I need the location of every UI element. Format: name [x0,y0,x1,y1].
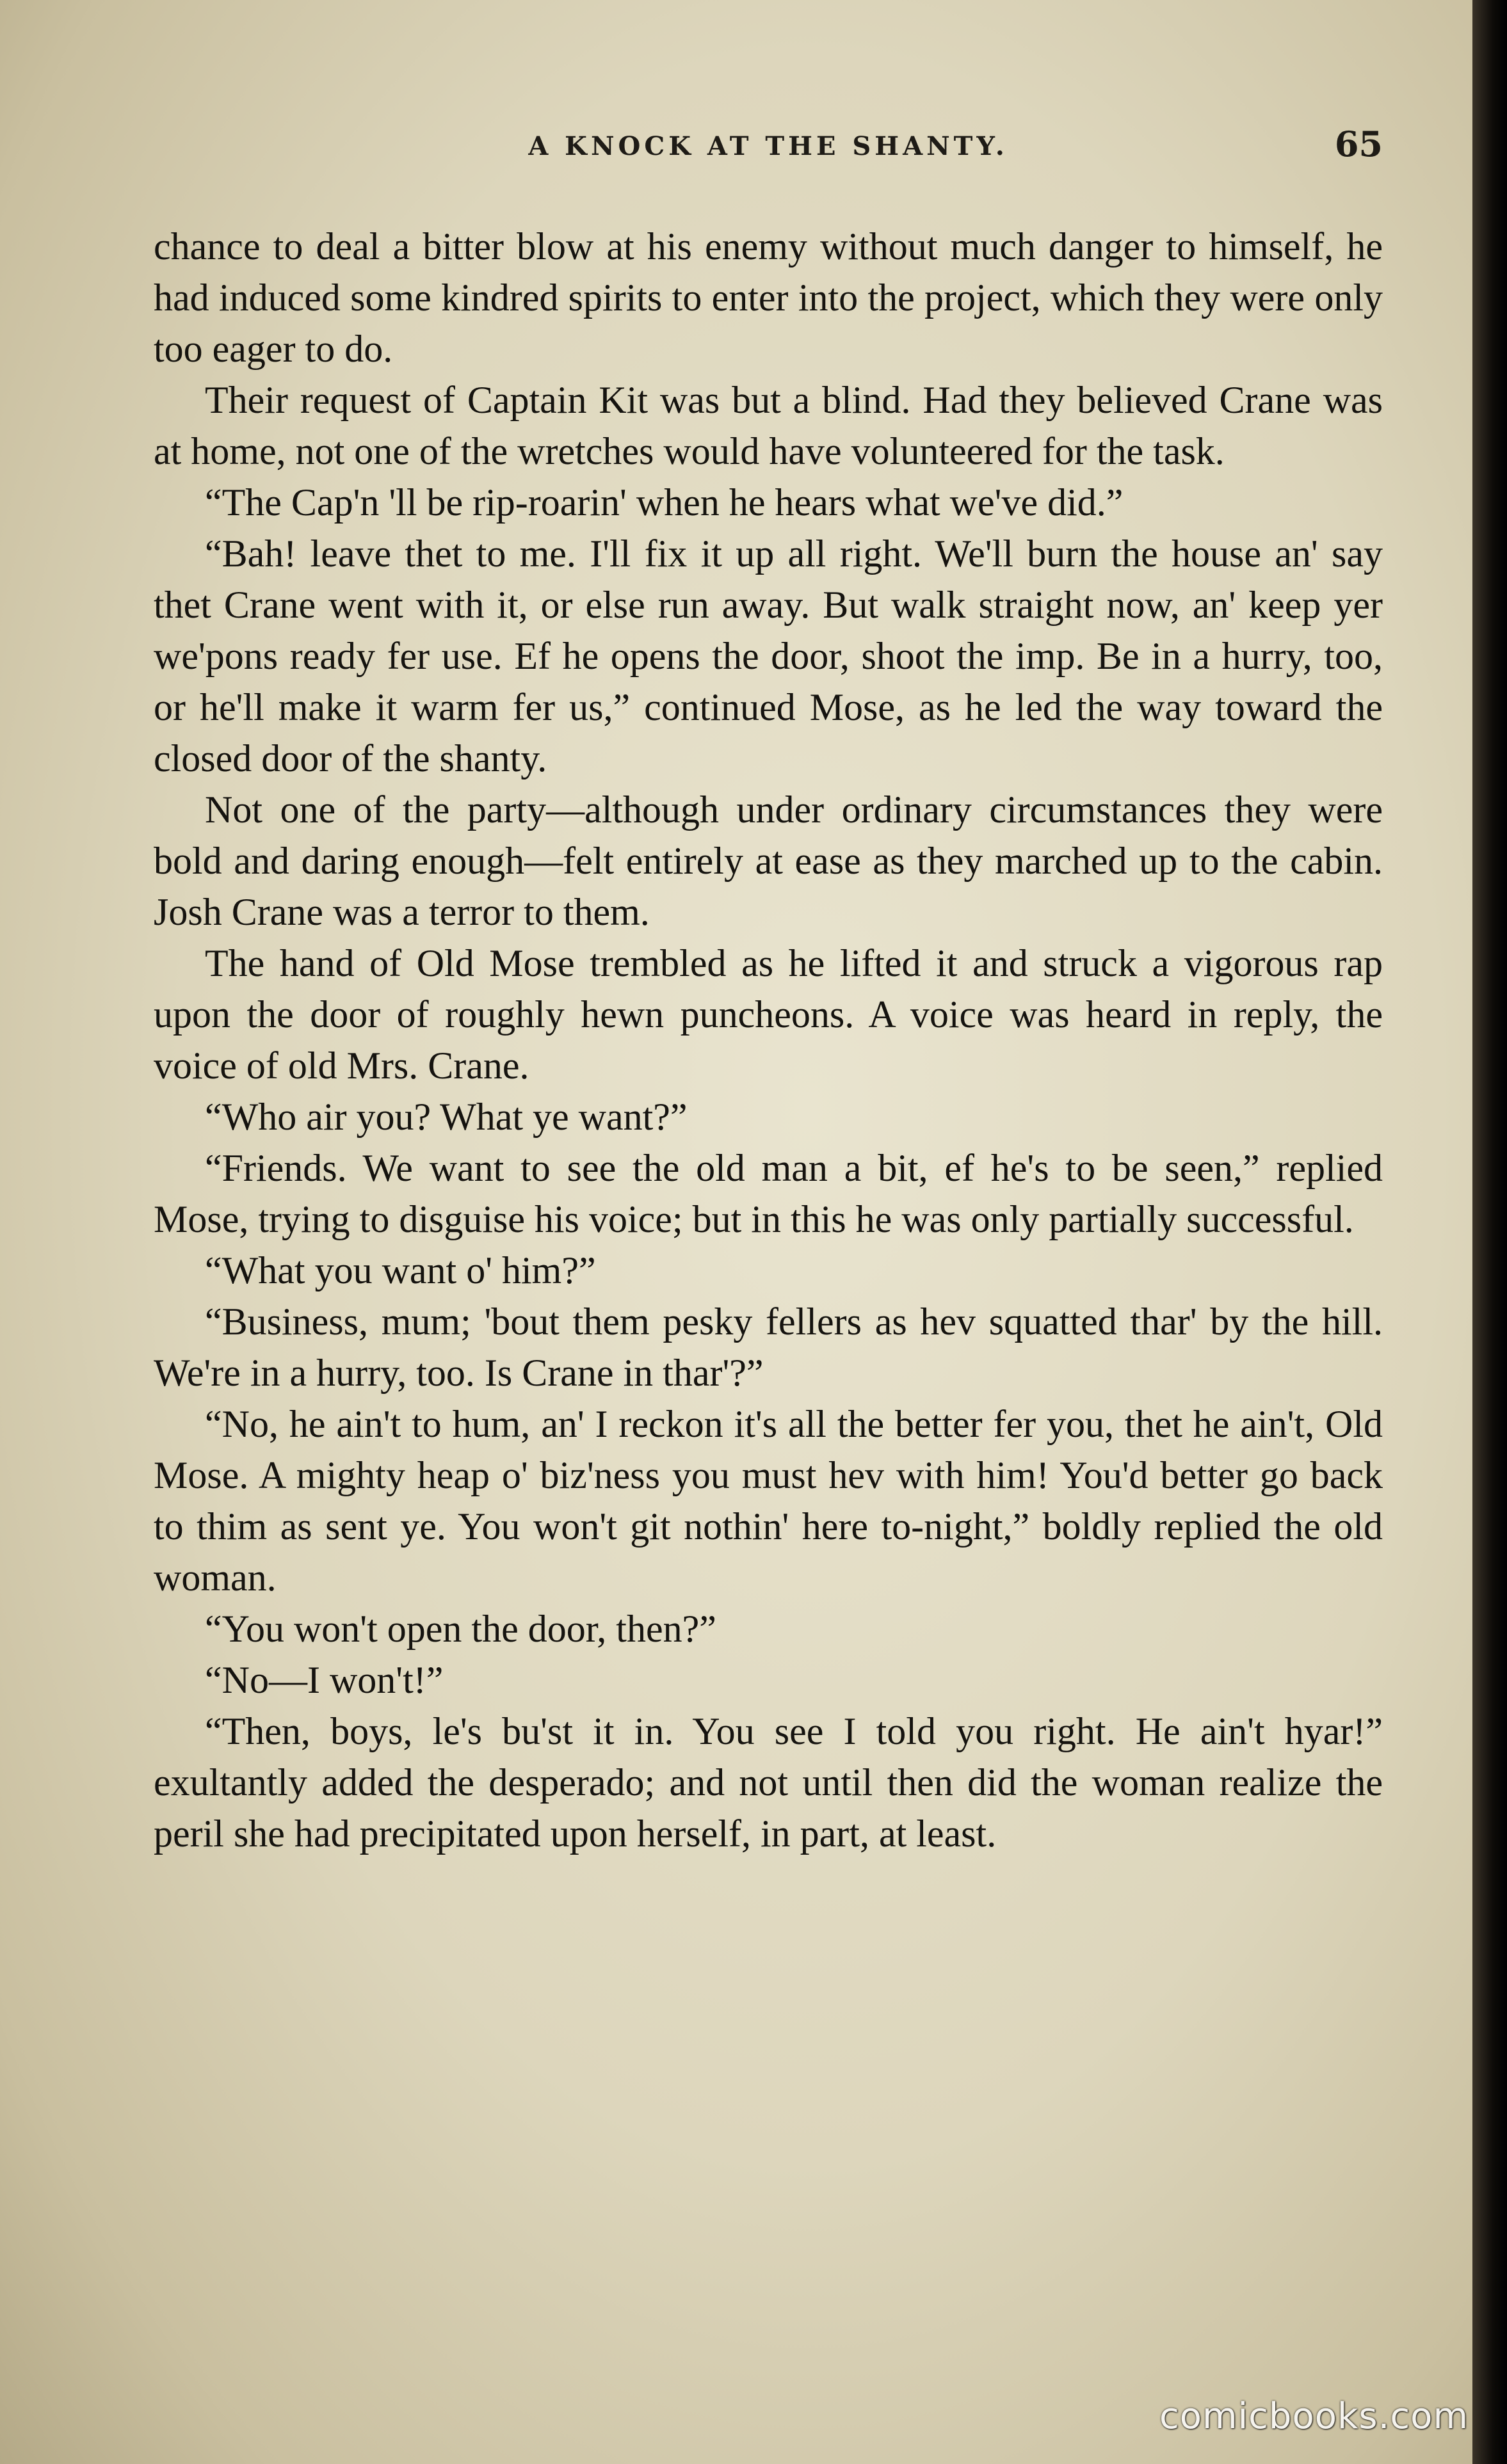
running-head: A KNOCK AT THE SHANTY. [528,131,1008,161]
paragraph: “Friends. We want to see the old man a bit, ef he's to be seen,” replied Mose, trying to disguise his voice; but in this he was only partially successful. [154,1147,1383,1240]
page-number: 65 [1334,124,1383,164]
body-text [154,221,1383,1859]
paragraph: “The Cap'n 'll be rip-roarin' when he hears what we've did.” [205,481,1124,524]
paragraph: “No, he ain't to hum, an' I reckon it's all the better fer you, thet he ain't, Old Mose. A mighty heap o' biz'ness you must hev with him! You'd better go back to thim as sent ye. You won't git nothin' here to-night,” boldly replied the old woman. [154,1403,1383,1599]
paragraph: “You won't open the door, then?” [205,1608,716,1650]
paragraph: “No—I won't!” [205,1659,444,1701]
paragraph: “Business, mum; 'bout them pesky fellers as hev squatted thar' by the hill. We're in a hurry, too. Is Crane in thar'?” [154,1300,1383,1394]
paragraph: “Bah! leave thet to me. I'll fix it up all right. We'll burn the house an' say thet Crane went with it, or else run away. But walk straight now, an' keep yer we'pons ready fer use. Ef he opens the door, shoot the imp. Be in a hurry, too, or he'll make it warm fer us,” continued Mose, as he led the way toward the closed door of the shanty. [154,532,1383,780]
page-edge-shadow [1472,0,1507,2464]
paragraph: “Who air you? What ye want?” [205,1096,688,1138]
paragraph: The hand of Old Mose trembled as he lifted it and struck a vigorous rap upon the door of roughly hewn puncheons. A voice was heard in reply, the voice of old Mrs. Crane. [154,942,1383,1087]
paragraph: “What you want o' him?” [205,1249,596,1292]
paragraph: chance to deal a bitter blow at his enemy without much danger to himself, he had induced some kindred spirits to enter into the project, which they were only too eager to do. [154,225,1383,370]
paragraph: “Then, boys, le's bu'st it in. You see I told you right. He ain't hyar!” exultantly added the desperado; and not until then did the woman realize the peril she had precipitated upon herself, in part, at least. [154,1710,1383,1855]
watermark: comicbooks.com [1159,2396,1469,2437]
paragraph: Not one of the party—although under ordinary circumstances they were bold and daring enough—felt entirely at ease as they marched up to the cabin. Josh Crane was a terror to them. [154,788,1383,933]
page-header [154,124,1383,176]
paragraph: Their request of Captain Kit was but a blind. Had they believed Crane was at home, not one of the wretches would have volunteered for the task. [154,379,1383,472]
